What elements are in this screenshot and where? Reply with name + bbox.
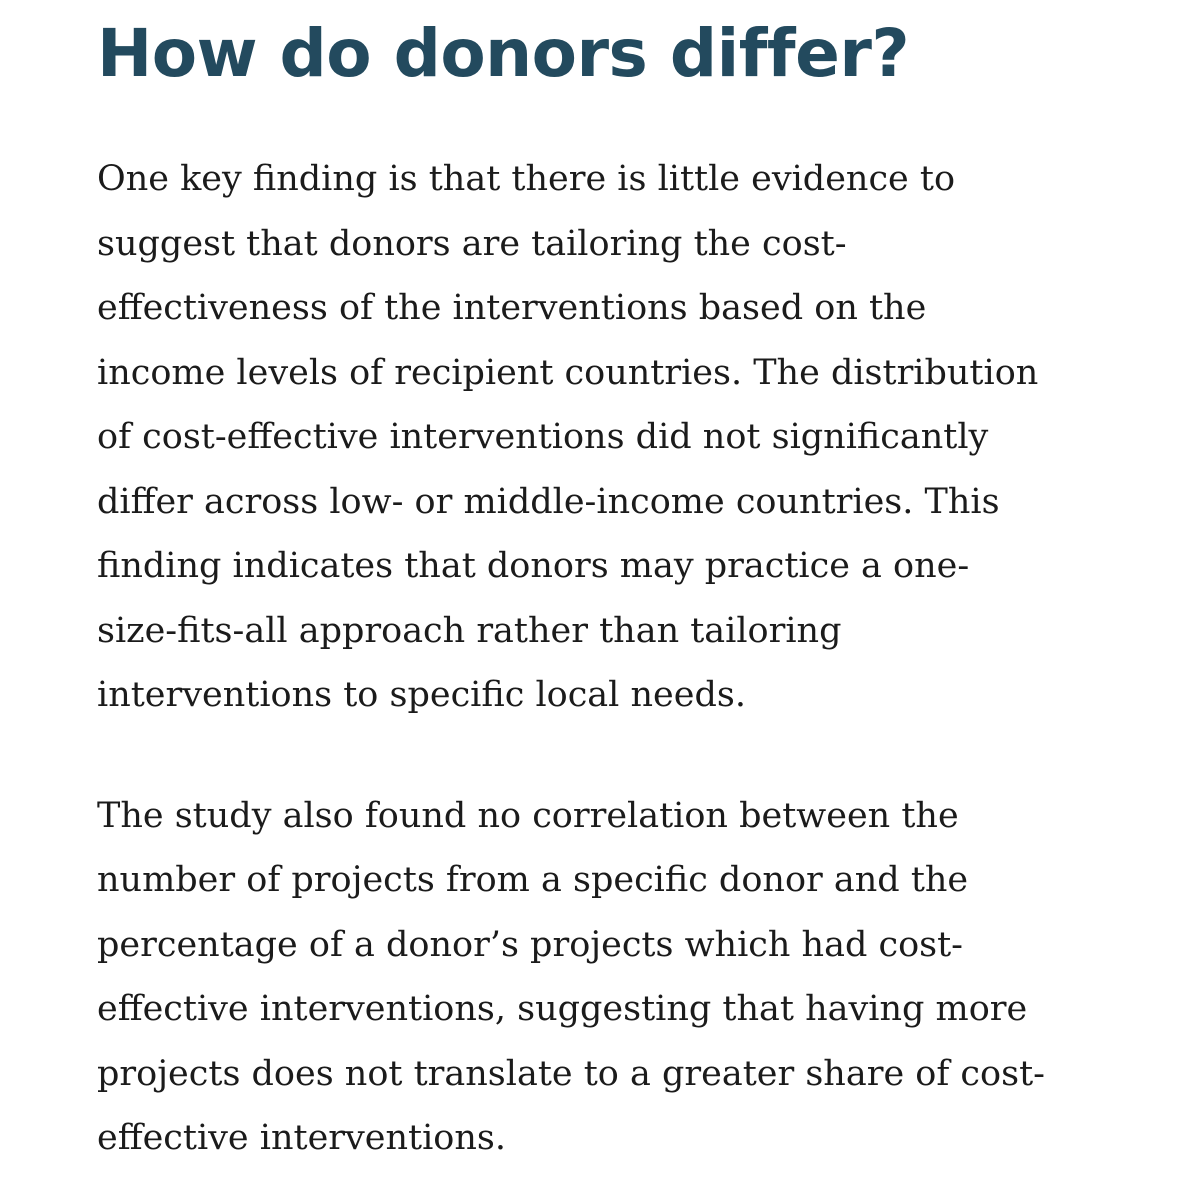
paragraph-line: number of projects from a specific donor and the: [97, 860, 969, 900]
paragraph-line: interventions to specific local needs.: [97, 675, 746, 715]
paragraph-1: [97, 147, 1157, 728]
paragraph-line: One key finding is that there is little evidence to: [97, 159, 956, 199]
paragraph-line: effective interventions, suggesting that having more: [97, 989, 1028, 1029]
paragraph-line: effective interventions.: [97, 1118, 506, 1158]
article: [97, 0, 1157, 1171]
paragraph-2: [97, 784, 1157, 1171]
paragraph-line: effectiveness of the interventions based on the: [97, 288, 927, 328]
paragraph-line: finding indicates that donors may practice a one-: [97, 546, 970, 586]
section-heading: How do donors differ?: [97, 15, 910, 92]
paragraph-line: size-fits-all approach rather than tailoring: [97, 610, 842, 651]
paragraph-line: differ across low- or middle-income countries. This: [97, 481, 1000, 522]
paragraph-line: income levels of recipient countries. The distribution: [97, 352, 1039, 393]
paragraph-line: The study also found no correlation between the: [97, 795, 959, 836]
paragraph-line: percentage of a donor’s projects which had cost-: [97, 924, 964, 965]
paragraph-line: projects does not translate to a greater share of cost-: [97, 1053, 1045, 1094]
paragraph-line: suggest that donors are tailoring the cost-: [97, 223, 847, 264]
paragraph-line: of cost-effective interventions did not significantly: [97, 417, 989, 457]
